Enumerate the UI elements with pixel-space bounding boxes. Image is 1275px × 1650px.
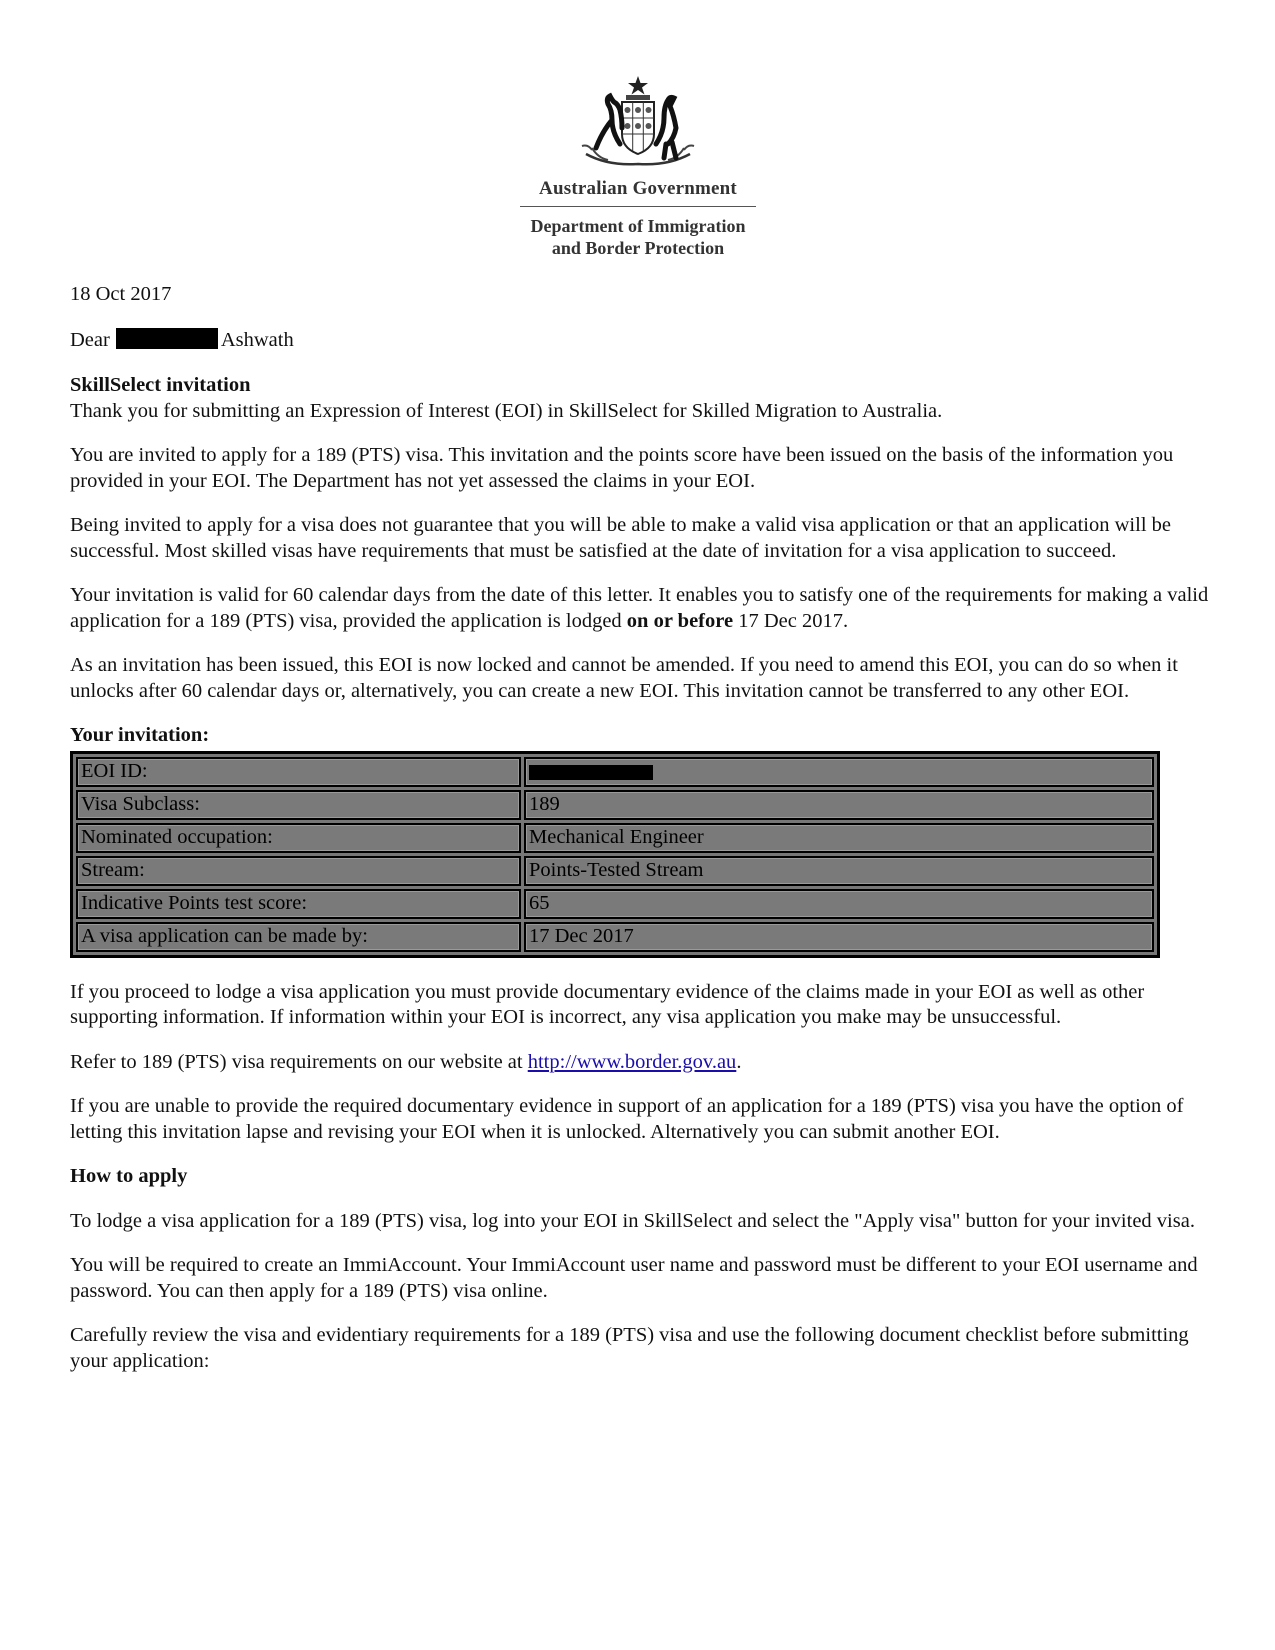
paragraph-evidence: If you proceed to lodge a visa application you must provide documentary evidence of the claims made in your EOI as well as other supporting information. If information within your EOI is incorrect, any visa application you make may be unsuccessful. <box>70 980 1145 1028</box>
table-value-eoi-id <box>524 757 1154 787</box>
table-row <box>76 823 1154 853</box>
website-text: Refer to 189 (PTS) visa requirements on our website at <box>70 1050 523 1073</box>
table-value: Points-Tested Stream <box>524 856 1154 886</box>
table-row <box>76 856 1154 886</box>
invitation-heading-block <box>70 373 1210 424</box>
table-label: EOI ID: <box>76 757 521 787</box>
paragraph-invited: You are invited to apply for a 189 (PTS) visa. This invitation and the points score have been issued on the basis of the information you provided in your EOI. The Department has not yet assessed the claims in your EOI. <box>70 444 1174 492</box>
paragraph-website <box>70 1050 1210 1076</box>
redacted-eoi-id <box>529 765 653 780</box>
intro-paragraph: Thank you for submitting an Expression of Interest (EOI) in SkillSelect for Skilled Migration to Australia. <box>70 399 943 422</box>
table-value: 17 Dec 2017 <box>524 922 1154 952</box>
website-period: . <box>736 1050 742 1073</box>
table-label: Indicative Points test score: <box>76 889 521 919</box>
department-name-line2: and Border Protection <box>551 238 725 258</box>
header-divider <box>520 206 756 207</box>
validity-deadline: 17 Dec 2017. <box>738 609 849 632</box>
table-label: Nominated occupation: <box>76 823 521 853</box>
paragraph-lodge: To lodge a visa application for a 189 (PTS) visa, log into your EOI in SkillSelect and select the "Apply visa" button for your invited visa. <box>70 1209 1195 1232</box>
invitation-table <box>70 751 1160 958</box>
table-row <box>76 757 1154 787</box>
salutation: Dear <box>70 328 110 351</box>
department-name-line1: Department of Immigration <box>530 216 746 236</box>
validity-emphasis: on or before <box>626 609 734 632</box>
table-row <box>76 922 1154 952</box>
table-label: Stream: <box>76 856 521 886</box>
paragraph-validity <box>70 583 1210 634</box>
table-row <box>76 889 1154 919</box>
border-website-link[interactable]: http://www.border.gov.au <box>527 1050 737 1073</box>
paragraph-immiaccount: You will be required to create an ImmiAccount. Your ImmiAccount user name and password must be different to your EOI username and password. You can then apply for a 189 (PTS) visa online. <box>70 1254 1198 1302</box>
table-value: 189 <box>524 790 1154 820</box>
table-value: 65 <box>524 889 1154 919</box>
table-value: Mechanical Engineer <box>524 823 1154 853</box>
letter-date: 18 Oct 2017 <box>70 283 172 305</box>
letter-body <box>70 282 1210 1393</box>
paragraph-locked: As an invitation has been issued, this EOI is now locked and cannot be amended. If you need to amend this EOI, you can do so when it unlocks after 60 calendar days or, alternatively, you can create a new EOI. This invitation cannot be transferred to any other EOI. <box>70 654 1178 702</box>
table-row <box>76 790 1154 820</box>
salutation-line <box>70 328 1210 354</box>
letter-heading: SkillSelect invitation <box>70 374 251 396</box>
paragraph-lapse: If you are unable to provide the required documentary evidence in support of an application for a 189 (PTS) visa you have the option of letting this invitation lapse and revising your EOI when it is unlocked. Alternatively you can submit another EOI. <box>70 1095 1184 1143</box>
paragraph-checklist: Carefully review the visa and evidentiary requirements for a 189 (PTS) visa and use the following document checklist before submitting your application: <box>70 1324 1189 1372</box>
recipient-surname: Ashwath <box>220 328 294 351</box>
government-name: Australian Government <box>539 178 737 199</box>
table-label: A visa application can be made by: <box>76 922 521 952</box>
department-name <box>500 215 776 259</box>
redacted-given-name <box>116 328 218 349</box>
invitation-title: Your invitation: <box>70 724 210 746</box>
validity-text: Your invitation is valid for 60 calendar days from the date of this letter. It enables you to satisfy one of the requirements for making a valid application for a 189 (PTS) visa, provided the application is lodged <box>70 584 1209 632</box>
paragraph-guarantee: Being invited to apply for a visa does not guarantee that you will be able to make a valid visa application or that an application will be successful. Most skilled visas have requirements that must be satisfied at the date of invitation for a visa application to succeed. <box>70 514 1171 562</box>
coat-of-arms-icon <box>578 74 698 174</box>
how-to-apply-heading: How to apply <box>70 1165 188 1187</box>
table-label: Visa Subclass: <box>76 790 521 820</box>
